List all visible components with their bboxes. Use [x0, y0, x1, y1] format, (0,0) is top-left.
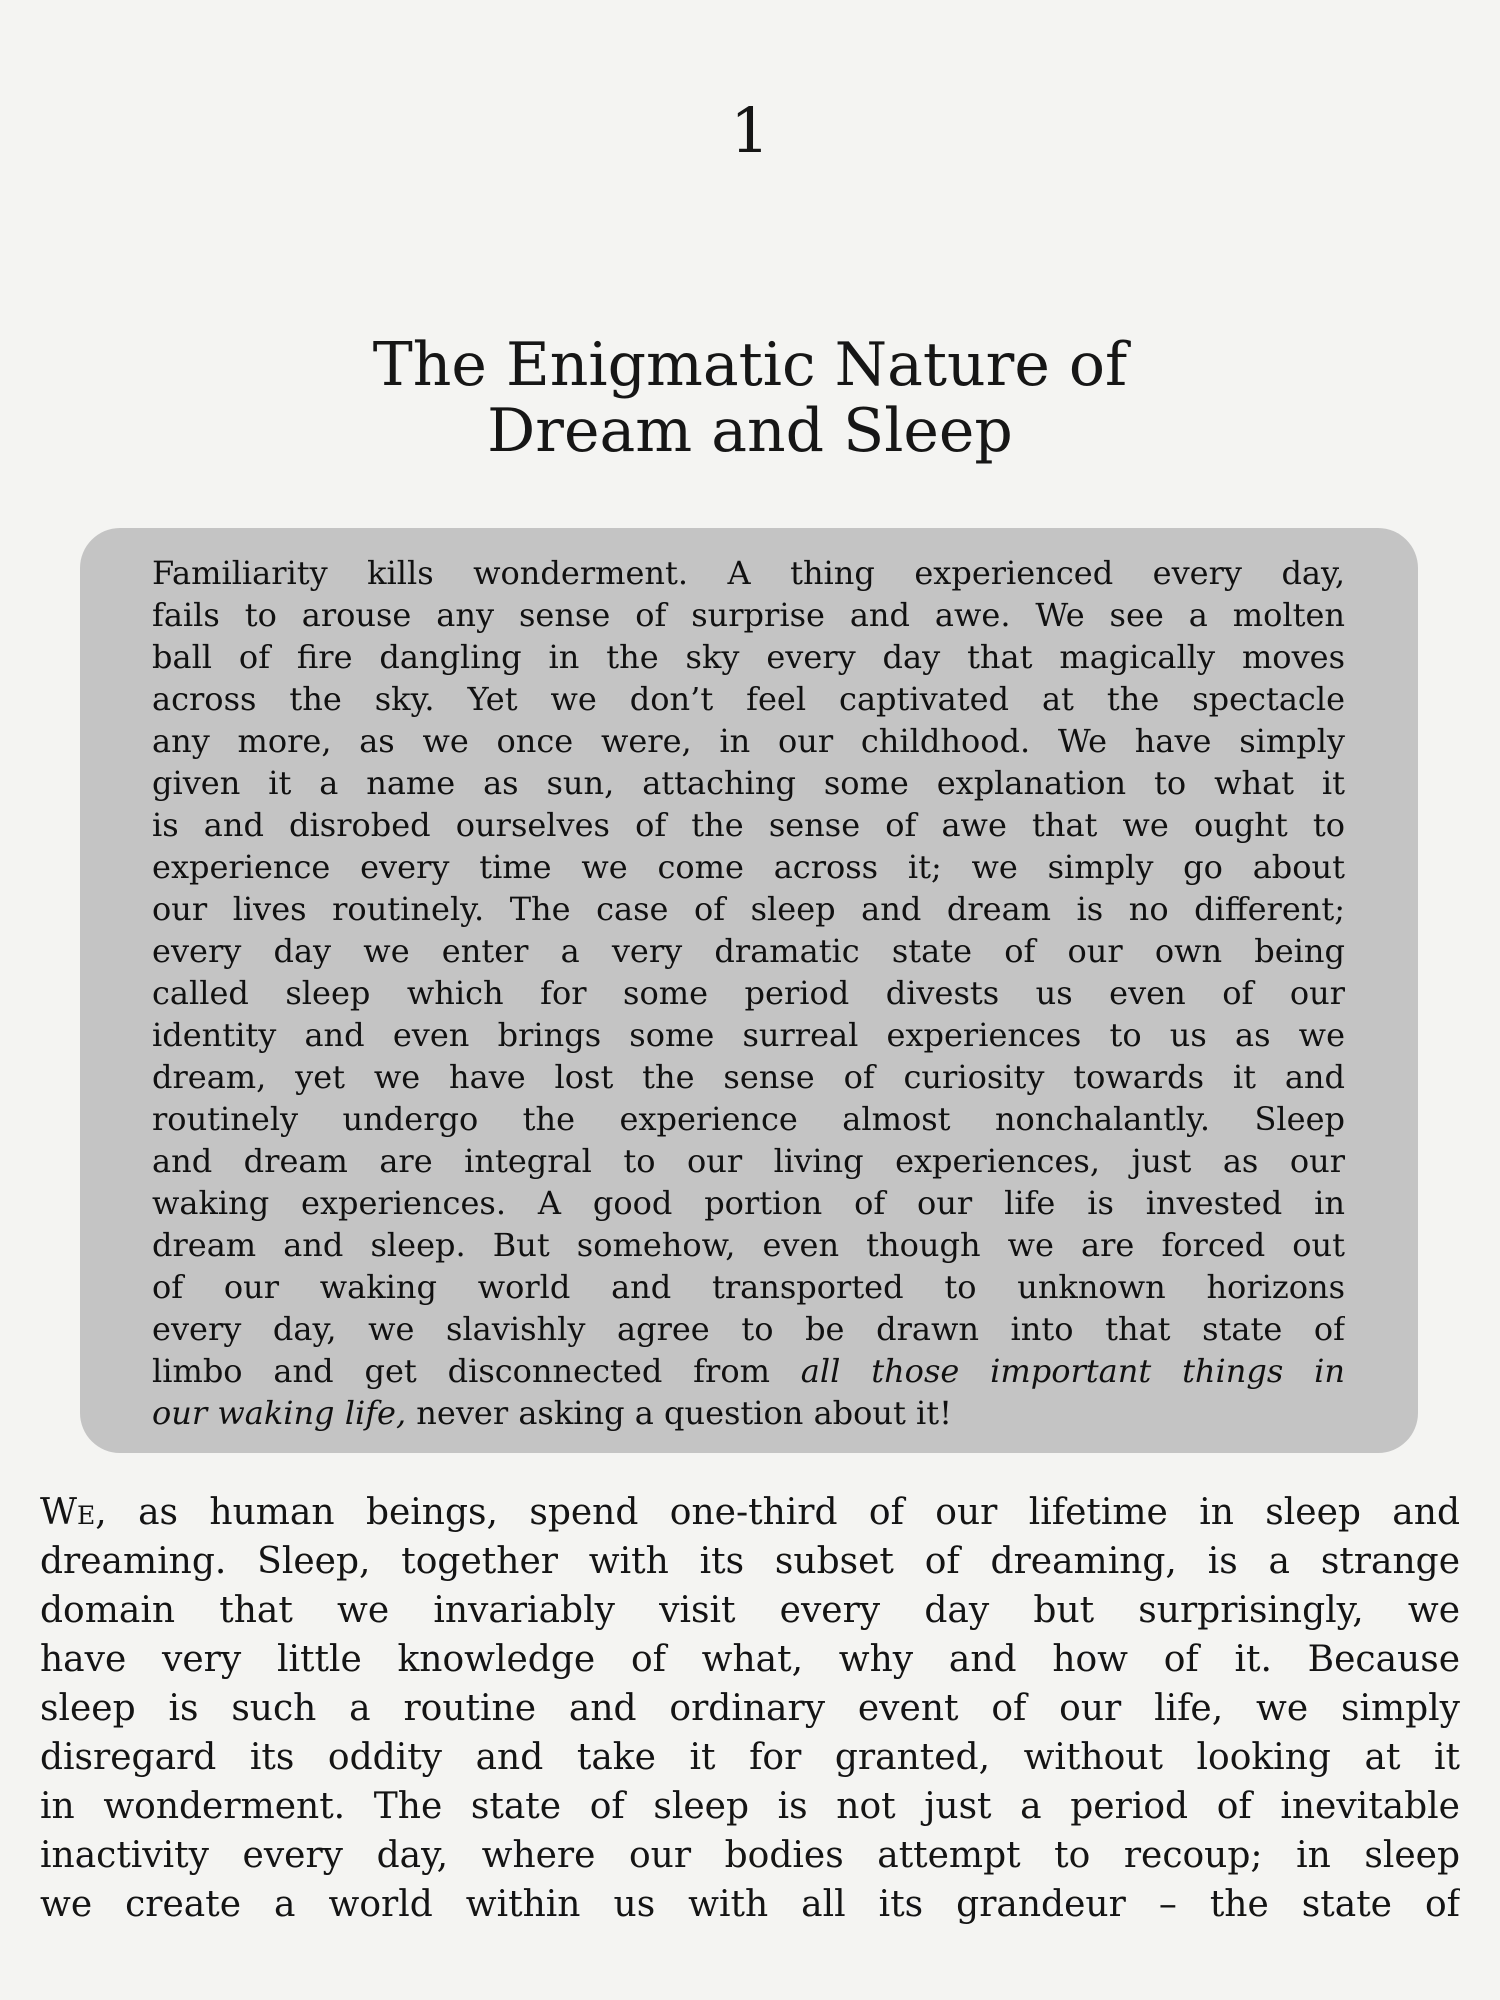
- body-line: disregard its oddity and take it for granted, without looking at it: [40, 1737, 1460, 1778]
- epigraph-line: across the sky. Yet we don’t feel captivated at the spectacle: [152, 680, 1345, 718]
- epigraph-line: dream and sleep. But somehow, even though we are forced out: [152, 1226, 1345, 1264]
- epigraph-line: fails to arouse any sense of surprise and awe. We see a molten: [152, 596, 1345, 634]
- chapter-title-line-2: Dream and Sleep: [487, 396, 1013, 466]
- chapter-title-line-1: The Enigmatic Nature of: [372, 330, 1128, 400]
- body-text-span: , as human beings, spend one-third of our lifetime in sleep and: [95, 1492, 1460, 1533]
- body-line: sleep is such a routine and ordinary event of our life, we simply: [40, 1688, 1460, 1729]
- epigraph-text-plain: limbo and get disconnected from: [152, 1352, 801, 1390]
- body-line: dreaming. Sleep, together with its subset of dreaming, is a strange: [40, 1541, 1460, 1582]
- epigraph-line: every day, we slavishly agree to be drawn into that state of: [152, 1310, 1345, 1348]
- epigraph-line: ball of fire dangling in the sky every day that magically moves: [152, 638, 1345, 676]
- epigraph-line: any more, as we once were, in our childhood. We have simply: [152, 722, 1345, 760]
- chapter-number: 1: [730, 94, 770, 167]
- epigraph-line: routinely undergo the experience almost nonchalantly. Sleep: [152, 1100, 1345, 1138]
- drop-word: We: [40, 1492, 96, 1533]
- epigraph-line: called sleep which for some period divests us even of our: [152, 974, 1345, 1012]
- body-line: have very little knowledge of what, why and how of it. Because: [40, 1639, 1460, 1680]
- epigraph-text-italic: all those important things in: [800, 1352, 1345, 1390]
- epigraph-line: our lives routinely. The case of sleep and dream is no different;: [152, 890, 1345, 928]
- epigraph-line: and dream are integral to our living experiences, just as our: [152, 1142, 1345, 1180]
- epigraph-line: Familiarity kills wonderment. A thing experienced every day,: [152, 554, 1345, 592]
- epigraph-line: [152, 1392, 1345, 1434]
- chapter-title: [0, 332, 1500, 464]
- epigraph-line: dream, yet we have lost the sense of curiosity towards it and: [152, 1058, 1345, 1096]
- epigraph-line: of our waking world and transported to unknown horizons: [152, 1268, 1345, 1306]
- epigraph-line: waking experiences. A good portion of our life is invested in: [152, 1184, 1345, 1222]
- epigraph-line: is and disrobed ourselves of the sense of awe that we ought to: [152, 806, 1345, 844]
- epigraph-line: every day we enter a very dramatic state of our own being: [152, 932, 1345, 970]
- body-line: in wonderment. The state of sleep is not just a period of inevitable: [40, 1786, 1460, 1827]
- epigraph-line: experience every time we come across it; we simply go about: [152, 848, 1345, 886]
- body-line: we create a world within us with all its grandeur – the state of: [40, 1884, 1460, 1925]
- epigraph-line: identity and even brings some surreal experiences to us as we: [152, 1016, 1345, 1054]
- epigraph-text-plain: never asking a question about it!: [406, 1394, 952, 1432]
- epigraph-text-italic: our waking life,: [152, 1394, 407, 1432]
- body-line: [40, 1488, 1460, 1537]
- epigraph-line: [152, 1350, 1345, 1392]
- body-line: inactivity every day, where our bodies attempt to recoup; in sleep: [40, 1835, 1460, 1876]
- epigraph-line: given it a name as sun, attaching some explanation to what it: [152, 764, 1345, 802]
- body-line: domain that we invariably visit every day but surprisingly, we: [40, 1590, 1460, 1631]
